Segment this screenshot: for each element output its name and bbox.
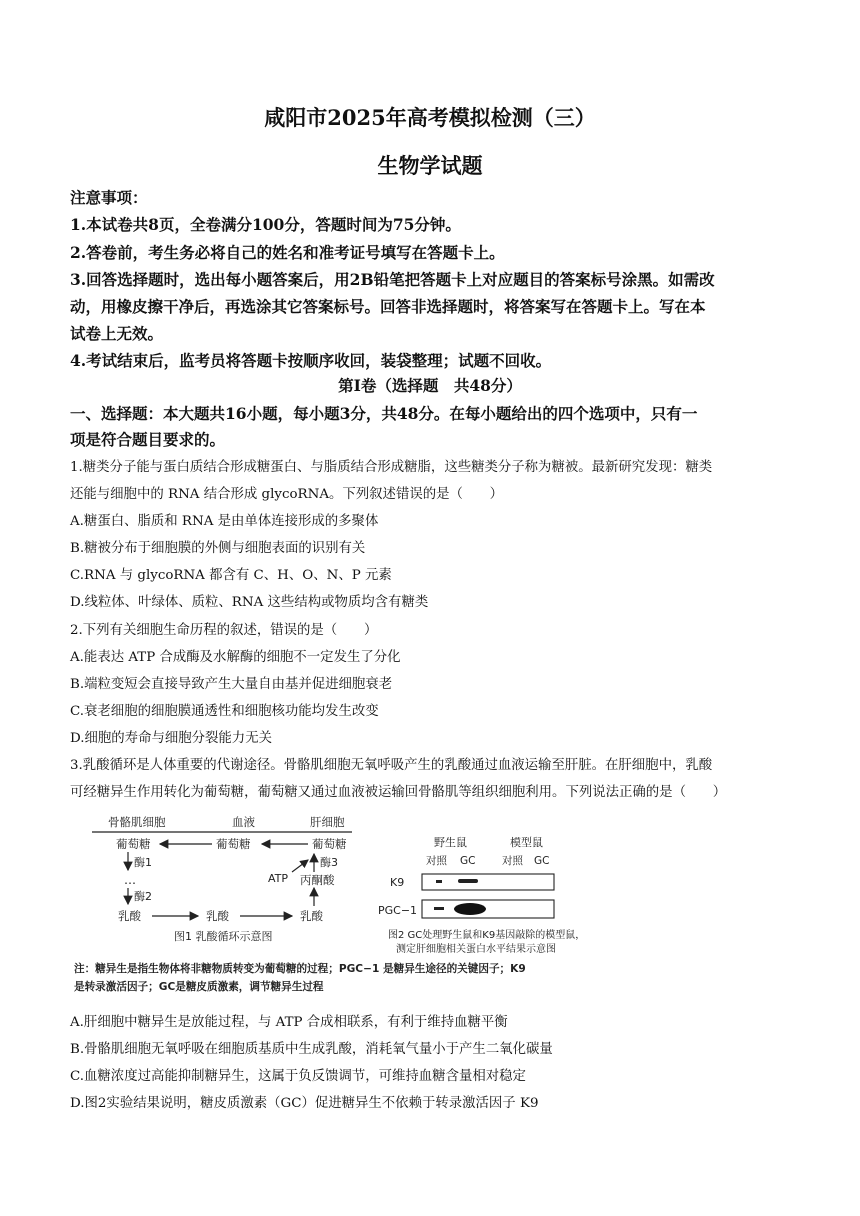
q1-option-a: A.糖蛋白、脂质和 RNA 是由单体连接形成的多聚体: [70, 514, 379, 529]
fig1-lactate-liver: 乳酸: [300, 909, 323, 923]
fig1-col-blood: 血液: [232, 815, 255, 829]
exam-title: 咸阳市2025年高考模拟检测（三）: [264, 105, 596, 130]
q2-option-b: B.端粒变短会直接导致产生大量自由基并促进细胞衰老: [70, 677, 393, 692]
q2-option-d: D.细胞的寿命与细胞分裂能力无关: [70, 731, 272, 746]
notice-item-3-line2: 动，用橡皮擦干净后，再选涂其它答案标号。回答非选择题时，将答案写在答题卡上。写在本: [70, 297, 706, 316]
q1-stem-line1: 1.糖类分子能与蛋白质结合形成糖蛋白、与脂质结合形成糖脂，这些糖类分子称为糖被。最新研究发现：糖类: [70, 460, 713, 475]
fig2-model-label: 模型鼠: [510, 836, 543, 849]
section-instructions-line2: 项是符合题目要求的。: [70, 430, 226, 449]
fig2-caption-line1: 图2 GC处理野生鼠和K9基因敲除的模型鼠，: [388, 930, 586, 941]
figure-note-line1: 注：糖异生是指生物体将非糖物质转变为葡萄糖的过程；PGC−1 是糖异生途径的关键因子；K9: [74, 963, 526, 975]
fig1-glucose-blood: 葡萄糖: [216, 837, 251, 851]
pgc-band-wild-control: [434, 907, 444, 910]
q2-stem: 2.下列有关细胞生命历程的叙述，错误的是（ ）: [70, 623, 378, 638]
fig2-wild-gc: GC: [460, 855, 476, 867]
q3-option-d: D.图2实验结果说明，糖皮质激素（GC）促进糖异生不依赖于转录激活因子 K9: [70, 1096, 539, 1111]
figure2-western-blot: [378, 835, 585, 955]
fig2-pgc-label: PGC−1: [378, 904, 418, 917]
fig2-wild-label: 野生鼠: [434, 836, 467, 849]
fig1-dots: …: [124, 873, 136, 887]
q2-option-c: C.衰老细胞的细胞膜通透性和细胞核功能均发生改变: [70, 704, 379, 719]
exam-subject: 生物学试题: [377, 153, 483, 178]
q1-option-c: C.RNA 与 glycoRNA 都含有 C、H、O、N、P 元素: [70, 568, 392, 583]
section-instructions-line1: 一、选择题：本大题共16小题，每小题3分，共48分。在每小题给出的四个选项中，只有一: [70, 404, 698, 423]
fig1-lactate-blood: 乳酸: [206, 909, 229, 923]
notice-item-2: 2.答卷前，考生务必将自己的姓名和准考证号填写在答题卡上。: [70, 243, 505, 262]
fig2-wild-control: 对照: [426, 855, 447, 867]
fig1-glucose-liver: 葡萄糖: [312, 837, 347, 851]
pgc-band-wild-gc: [454, 903, 486, 915]
notice-heading: 注意事项：: [70, 188, 148, 207]
fig1-enzyme2: 酶2: [134, 890, 152, 903]
q1-option-b: B.糖被分布于细胞膜的外侧与细胞表面的识别有关: [70, 541, 366, 556]
notice-item-4: 4.考试结束后，监考员将答题卡按顺序收回，装袋整理；试题不回收。: [70, 351, 552, 370]
q1-stem-line2: 还能与细胞中的 RNA 结合形成 glycoRNA。下列叙述错误的是（ ）: [70, 487, 504, 502]
q3-option-c: C.血糖浓度过高能抑制糖异生，这属于负反馈调节，可维持血糖含量相对稳定: [70, 1069, 526, 1084]
fig1-col-liver: 肝细胞: [310, 815, 345, 829]
fig2-model-gc: GC: [534, 855, 550, 867]
fig1-enzyme1: 酶1: [134, 856, 152, 869]
notice-item-3-line1: 3.回答选择题时，选出每小题答案后，用2B铅笔把答题卡上对应题目的答案标号涂黑。如需改: [70, 270, 715, 289]
fig1-pyruvate: 丙酮酸: [300, 873, 335, 887]
k9-band-wild-control: [436, 880, 442, 883]
fig1-caption: 图1 乳酸循环示意图: [174, 930, 273, 943]
fig2-caption-line2: 测定肝细胞相关蛋白水平结果示意图: [396, 944, 556, 955]
q1-option-d: D.线粒体、叶绿体、质粒、RNA 这些结构或物质均含有糖类: [70, 595, 429, 610]
fig2-model-control: 对照: [502, 855, 523, 867]
section-title: 第Ⅰ卷（选择题 共48分）: [338, 376, 522, 395]
q3-stem-line2: 可经糖异生作用转化为葡萄糖，葡萄糖又通过血液被运输回骨骼肌等组织细胞利用。下列说法正确的是（ ）: [70, 785, 727, 800]
q3-option-b: B.骨骼肌细胞无氧呼吸在细胞质基质中生成乳酸，消耗氧气量小于产生二氧化碳量: [70, 1042, 553, 1057]
fig1-col-muscle: 骨骼肌细胞: [108, 815, 166, 829]
q3-figure: [72, 812, 652, 1004]
q3-stem-line1: 3.乳酸循环是人体重要的代谢途径。骨骼肌细胞无氧呼吸产生的乳酸通过血液运输至肝脏。在肝细胞中，乳酸: [70, 758, 713, 773]
figure1-lactate-cycle: [92, 815, 352, 943]
fig1-lactate-muscle: 乳酸: [118, 909, 141, 923]
fig1-glucose-muscle: 葡萄糖: [116, 837, 151, 851]
q2-option-a: A.能表达 ATP 合成酶及水解酶的细胞不一定发生了分化: [70, 650, 401, 665]
fig1-enzyme3: 酶3: [320, 856, 338, 869]
q3-option-a: A.肝细胞中糖异生是放能过程，与 ATP 合成相联系，有利于维持血糖平衡: [70, 1015, 508, 1030]
figure-note-line2: 是转录激活因子；GC是糖皮质激素，调节糖异生过程: [74, 981, 324, 993]
fig2-k9-label: K9: [390, 876, 405, 889]
notice-item-1: 1.本试卷共8页，全卷满分100分，答题时间为75分钟。: [70, 215, 461, 234]
notice-item-3-line3: 试卷上无效。: [70, 324, 164, 343]
k9-band-wild-gc: [458, 879, 478, 883]
fig1-atp: ATP: [268, 872, 289, 885]
